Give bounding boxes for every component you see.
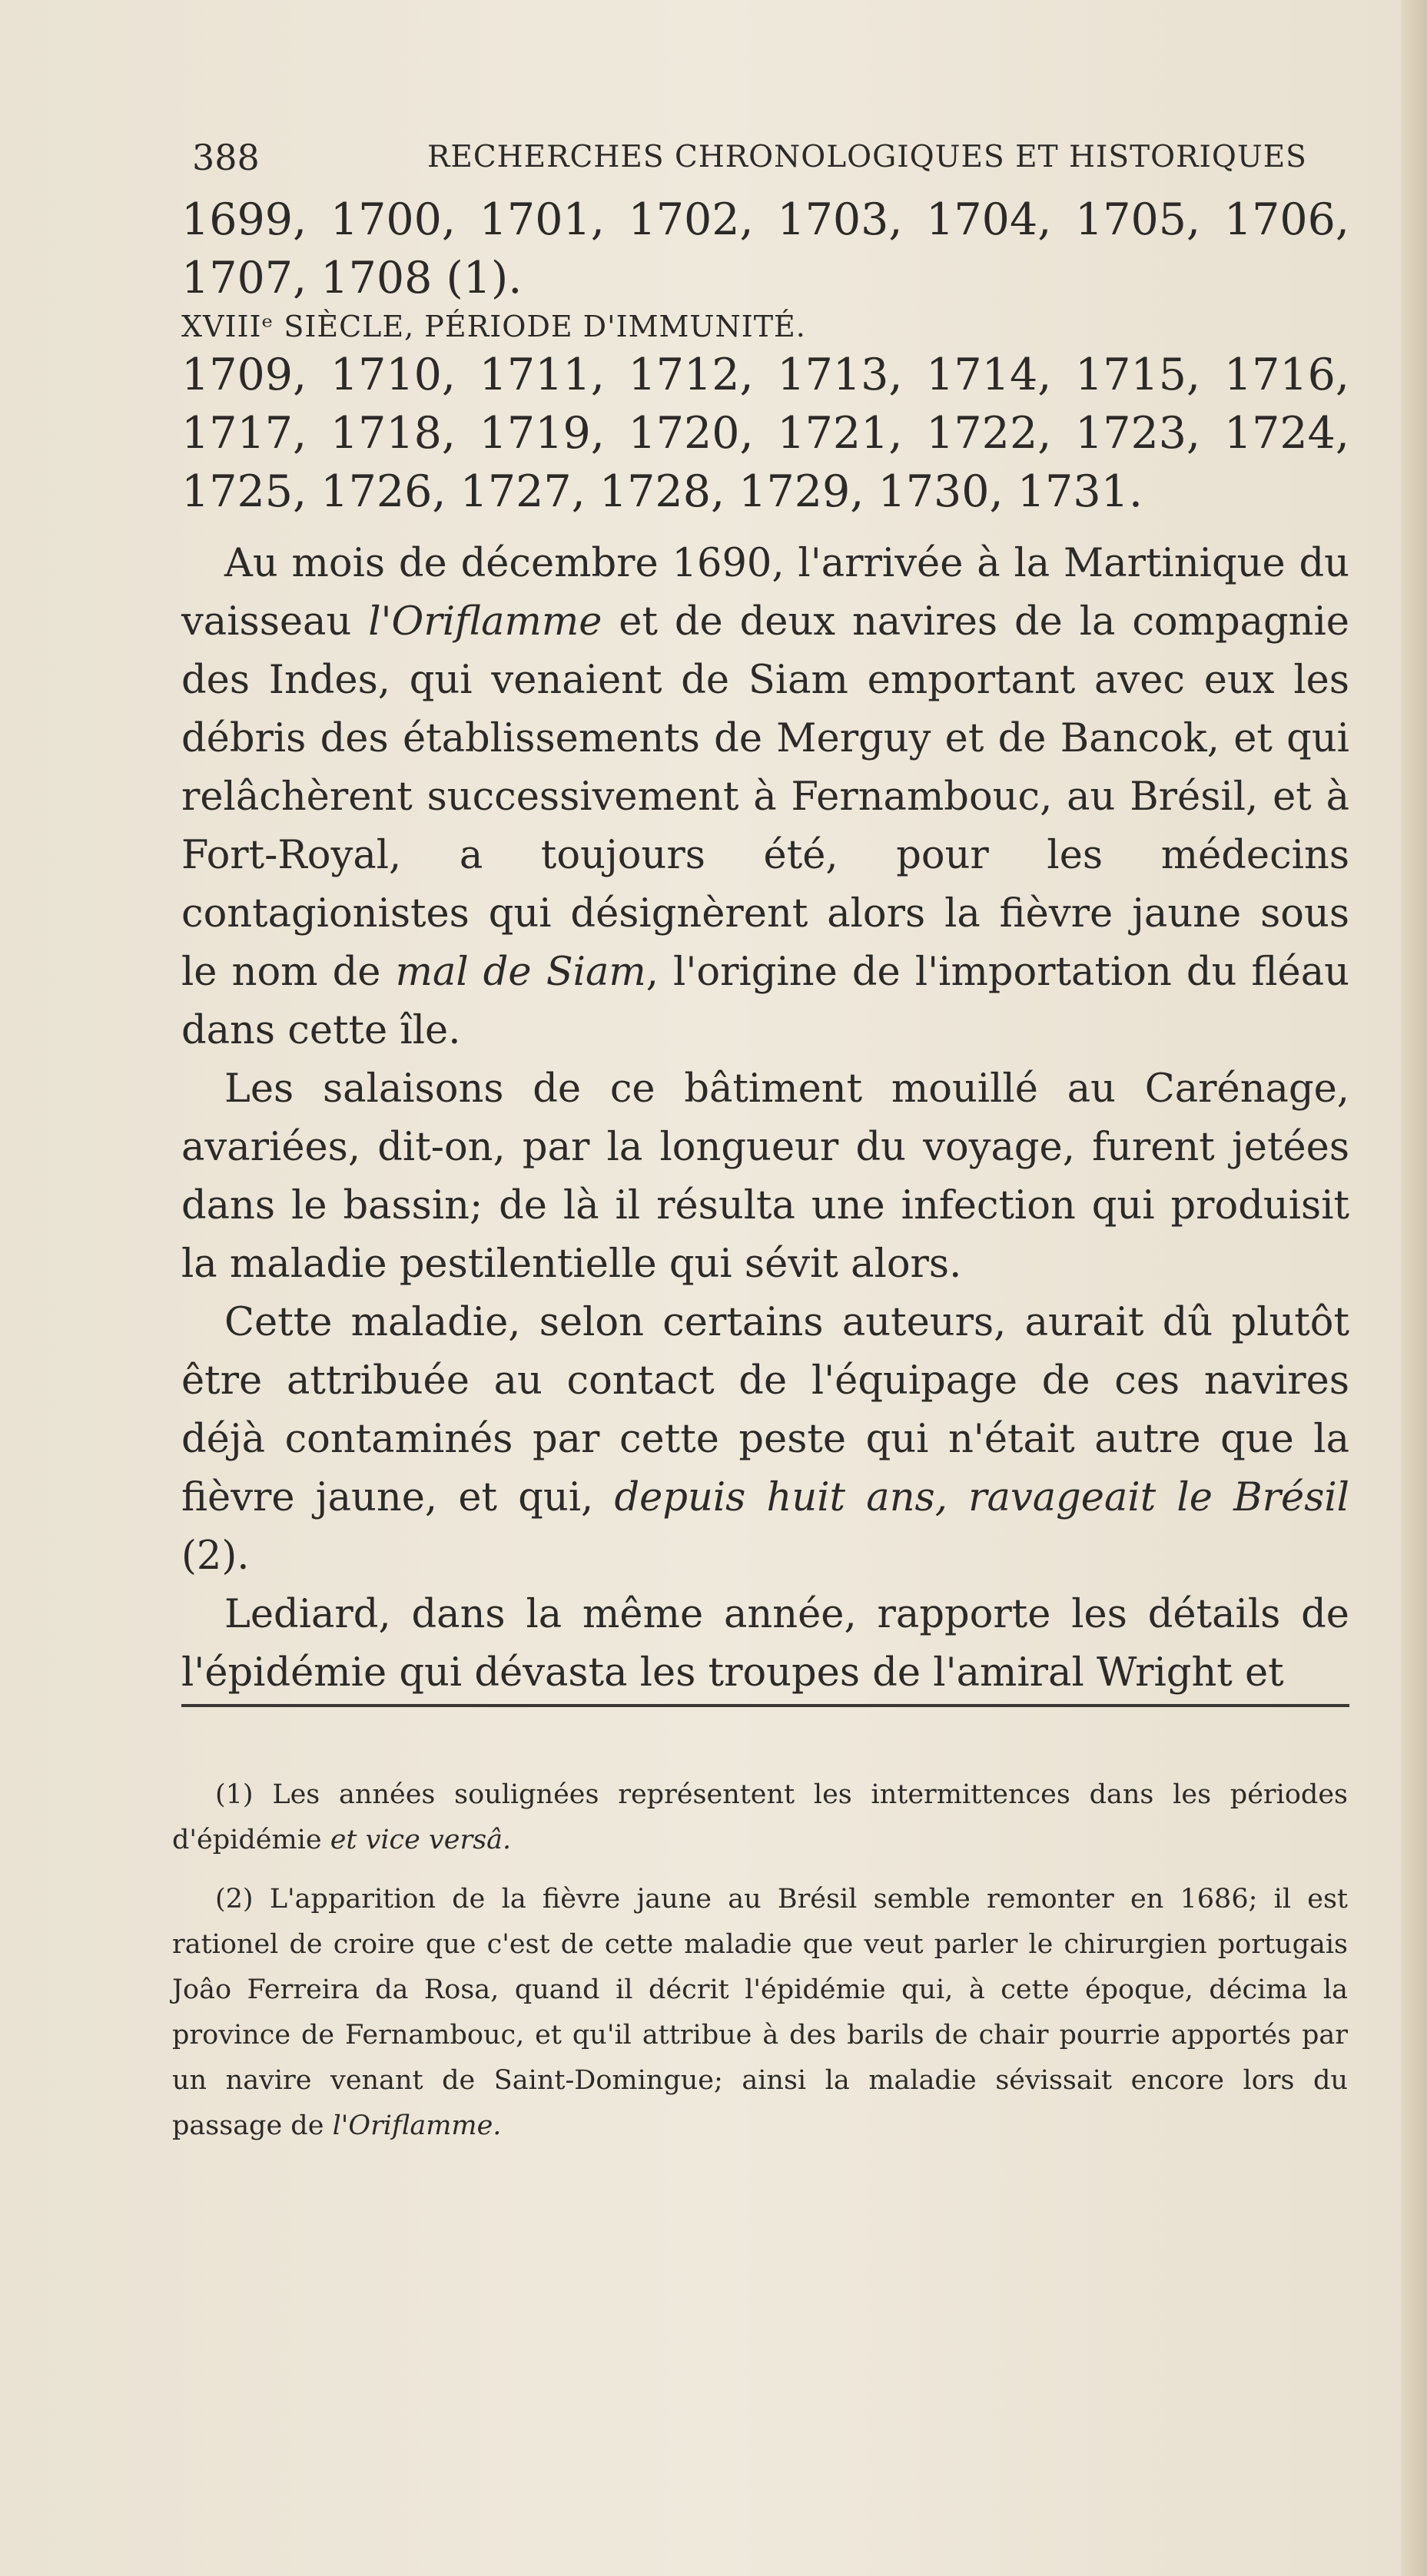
page-number: 388: [192, 137, 260, 178]
page-edge: [1401, 0, 1427, 2576]
section-heading: XVIIIᵉ SIÈCLE, PÉRIODE D'IMMUNITÉ.: [181, 310, 806, 343]
text-run: , l'origine de l'importation du fléau dans cette île.: [181, 950, 1349, 1053]
paragraph: [181, 1294, 1349, 1586]
emphasis: et vice versâ.: [330, 1825, 512, 1855]
paragraph: Les salaisons de ce bâtiment mouillé au Carénage, avariées, dit-on, par la longueur du voyage, furent jetées dans le bassin; de là il résulta une infection qui produisit la maladie pestilentielle qui sévit alors.: [181, 1066, 1349, 1287]
text-run: et de deux navires de la compagnie des Indes, qui venaient de Siam emportant avec eux les débris des établissements de Merguy et de Bancok, et qui relâchèrent successivement à Fernambouc, au Brésil, et à Fort-Royal, a toujours été, pour les médecins contagionistes qui désignèrent alors la fièvre jaune sous le nom de: [181, 599, 1349, 995]
footnote-1: [172, 1772, 1348, 1863]
years-list-immunity: 1709, 1710, 1711, 1712, 1713, 1714, 1715, 1716, 1717, 1718, 1719, 1720, 1721, 1722, 1723, 1724, 1725, 1726, 1727, 1728, 1729, 1730, 1731.: [181, 350, 1349, 517]
ship-name: l'Oriflamme: [368, 599, 602, 645]
ship-name: l'Oriflamme.: [332, 2110, 502, 2141]
text-run: (2).: [181, 1533, 250, 1579]
emphasis: depuis huit ans, ravageait le Brésil: [614, 1475, 1349, 1520]
years-list-epidemic: 1699, 1700, 1701, 1702, 1703, 1704, 1705, 1706, 1707, 1708 (1).: [181, 194, 1349, 303]
paragraph: Lediard, dans la même année, rapporte les détails de l'épidémie qui dévasta les troupes de l'amiral Wright et: [181, 1592, 1349, 1696]
text-run: (2) L'apparition de la fièvre jaune au Brésil semble remonter en 1686; il est rationel de croire que c'est de cette maladie que veut parler le chirurgien portugais Joâo Ferreira da Rosa, quand il décrit l'épidémie qui, à cette époque, décima la province de Fernambouc, et qu'il attribue à des barils de chair pourrie apportés par un navire venant de Saint-Domingue; ainsi la maladie sévissait encore lors du passage de: [172, 1884, 1348, 2141]
footnote-2: [172, 1877, 1348, 2149]
text-run: Cette maladie, selon certains auteurs, aurait dû plutôt être attribuée au contact de l'équipage de ces navires déjà contaminés par cette peste qui n'était autre que la fièvre jaune, et qui,: [181, 1300, 1349, 1520]
running-title: RECHERCHES CHRONOLOGIQUES ET HISTORIQUES: [427, 140, 1307, 174]
text-run: (1) Les années soulignées représentent les intermittences dans les périodes d'épidémie: [172, 1779, 1348, 1855]
footnote-rule: [181, 1704, 1349, 1707]
text-run: Au mois de décembre 1690, l'arrivée à la Martinique du vaisseau: [181, 541, 1349, 645]
body-text: [181, 191, 1349, 1702]
disease-name: mal de Siam: [395, 950, 646, 995]
paragraph: [181, 535, 1349, 1060]
footnotes: [172, 1772, 1348, 2149]
page-header: [181, 137, 1349, 183]
